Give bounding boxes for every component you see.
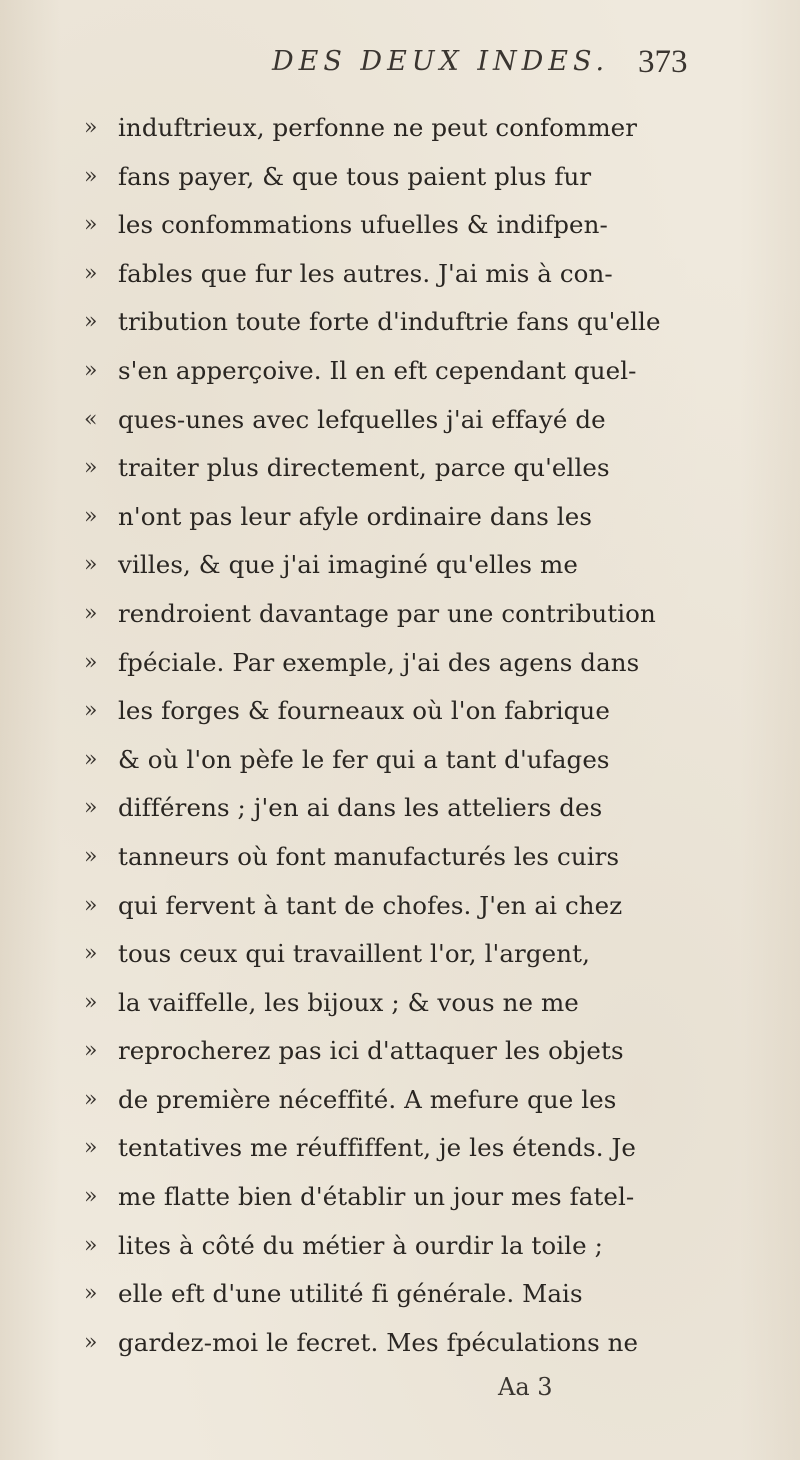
text-line (84, 347, 774, 396)
quote-mark: » (84, 941, 98, 967)
text-line (84, 1270, 774, 1319)
quote-mark: » (84, 503, 98, 529)
line-text: elle eft d'une utilité fi générale. Mais (118, 1279, 583, 1309)
text-line (84, 784, 774, 833)
line-text: & où l'on pèfe le fer qui a tant d'ufages (118, 744, 610, 774)
text-line (84, 590, 774, 639)
quote-mark: « (84, 406, 98, 432)
quote-mark: » (84, 1086, 98, 1112)
quote-mark: » (84, 843, 98, 869)
quote-mark: » (84, 212, 98, 238)
line-text: fans payer, & que tous paient plus fur (118, 161, 592, 191)
quote-mark: » (84, 1281, 98, 1307)
quote-mark: » (84, 455, 98, 481)
text-line (84, 201, 774, 250)
quote-mark: » (84, 1232, 98, 1258)
text-line (84, 930, 774, 979)
text-line (84, 736, 774, 785)
quote-mark: » (84, 892, 98, 918)
text-line (84, 541, 774, 590)
line-text: s'en apperçoive. Il en eft cependant quel- (118, 355, 637, 385)
text-line (84, 153, 774, 202)
quote-mark: » (84, 1038, 98, 1064)
text-line (84, 298, 774, 347)
page-number: 373 (638, 44, 688, 80)
signature-mark: Aa 3 (498, 1373, 553, 1401)
text-line (84, 1222, 774, 1271)
quote-mark: » (84, 357, 98, 383)
line-text: les forges & fourneaux où l'on fabrique (118, 696, 610, 726)
line-text: ques-unes avec lefquelles j'ai effayé de (118, 404, 606, 434)
line-text: n'ont pas leur afyle ordinaire dans les (118, 501, 593, 531)
running-head (0, 40, 800, 96)
text-line (84, 250, 774, 299)
text-line (84, 104, 774, 153)
line-text: tribution toute forte d'induftrie fans qu'elle (118, 307, 661, 337)
quote-mark: » (84, 1184, 98, 1210)
quote-mark: » (84, 649, 98, 675)
text-line (84, 1319, 774, 1368)
quote-mark: » (84, 698, 98, 724)
line-text: lites à côté du métier à ourdir la toile ; (118, 1230, 603, 1260)
quote-mark: » (84, 552, 98, 578)
running-title: DES DEUX INDES. (272, 46, 610, 77)
line-text: fables que fur les autres. J'ai mis à con- (118, 258, 613, 288)
line-text: fpéciale. Par exemple, j'ai des agens dans (118, 647, 640, 677)
line-text: induftrieux, perfonne ne peut confommer (118, 113, 638, 142)
text-line (84, 493, 774, 542)
line-text: tanneurs où font manufacturés les cuirs (118, 841, 620, 871)
text-line (84, 1027, 774, 1076)
text-line (84, 882, 774, 931)
text-line (84, 1124, 774, 1173)
line-text: tentatives me réuffiffent, je les étends. Je (118, 1133, 637, 1163)
quote-mark: » (84, 600, 98, 626)
line-text: gardez-moi le fecret. Mes fpéculations ne (118, 1327, 639, 1357)
quote-mark: » (84, 746, 98, 772)
body-text (84, 104, 774, 1367)
text-line (84, 833, 774, 882)
quote-mark: » (84, 795, 98, 821)
text-line (84, 396, 774, 445)
line-text: les confommations ufuelles & indifpen- (118, 210, 608, 240)
line-text: qui fervent à tant de chofes. J'en ai chez (118, 890, 623, 920)
text-line (84, 979, 774, 1028)
text-line (84, 639, 774, 688)
line-text: différens ; j'en ai dans les atteliers des (118, 793, 603, 823)
line-text: la vaiffelle, les bijoux ; & vous ne me (118, 987, 579, 1017)
line-text: rendroient davantage par une contribution (118, 598, 656, 628)
quote-mark: » (84, 309, 98, 335)
line-text: de première néceffité. A mefure que les (118, 1084, 617, 1114)
line-text: tous ceux qui travaillent l'or, l'argent, (118, 939, 590, 969)
line-text: traiter plus directement, parce qu'elles (118, 453, 610, 483)
quote-mark: » (84, 260, 98, 286)
quote-mark: » (84, 163, 98, 189)
text-line (84, 1076, 774, 1125)
quote-mark: » (84, 1135, 98, 1161)
text-line (84, 687, 774, 736)
text-line (84, 444, 774, 493)
quote-mark: » (84, 115, 98, 140)
line-text: villes, & que j'ai imaginé qu'elles me (118, 550, 578, 580)
line-text: reprocherez pas ici d'attaquer les objets (118, 1036, 624, 1066)
line-text: me flatte bien d'établir un jour mes fatel- (118, 1182, 635, 1212)
quote-mark: » (84, 989, 98, 1015)
quote-mark: » (84, 1329, 98, 1355)
text-line (84, 1173, 774, 1222)
